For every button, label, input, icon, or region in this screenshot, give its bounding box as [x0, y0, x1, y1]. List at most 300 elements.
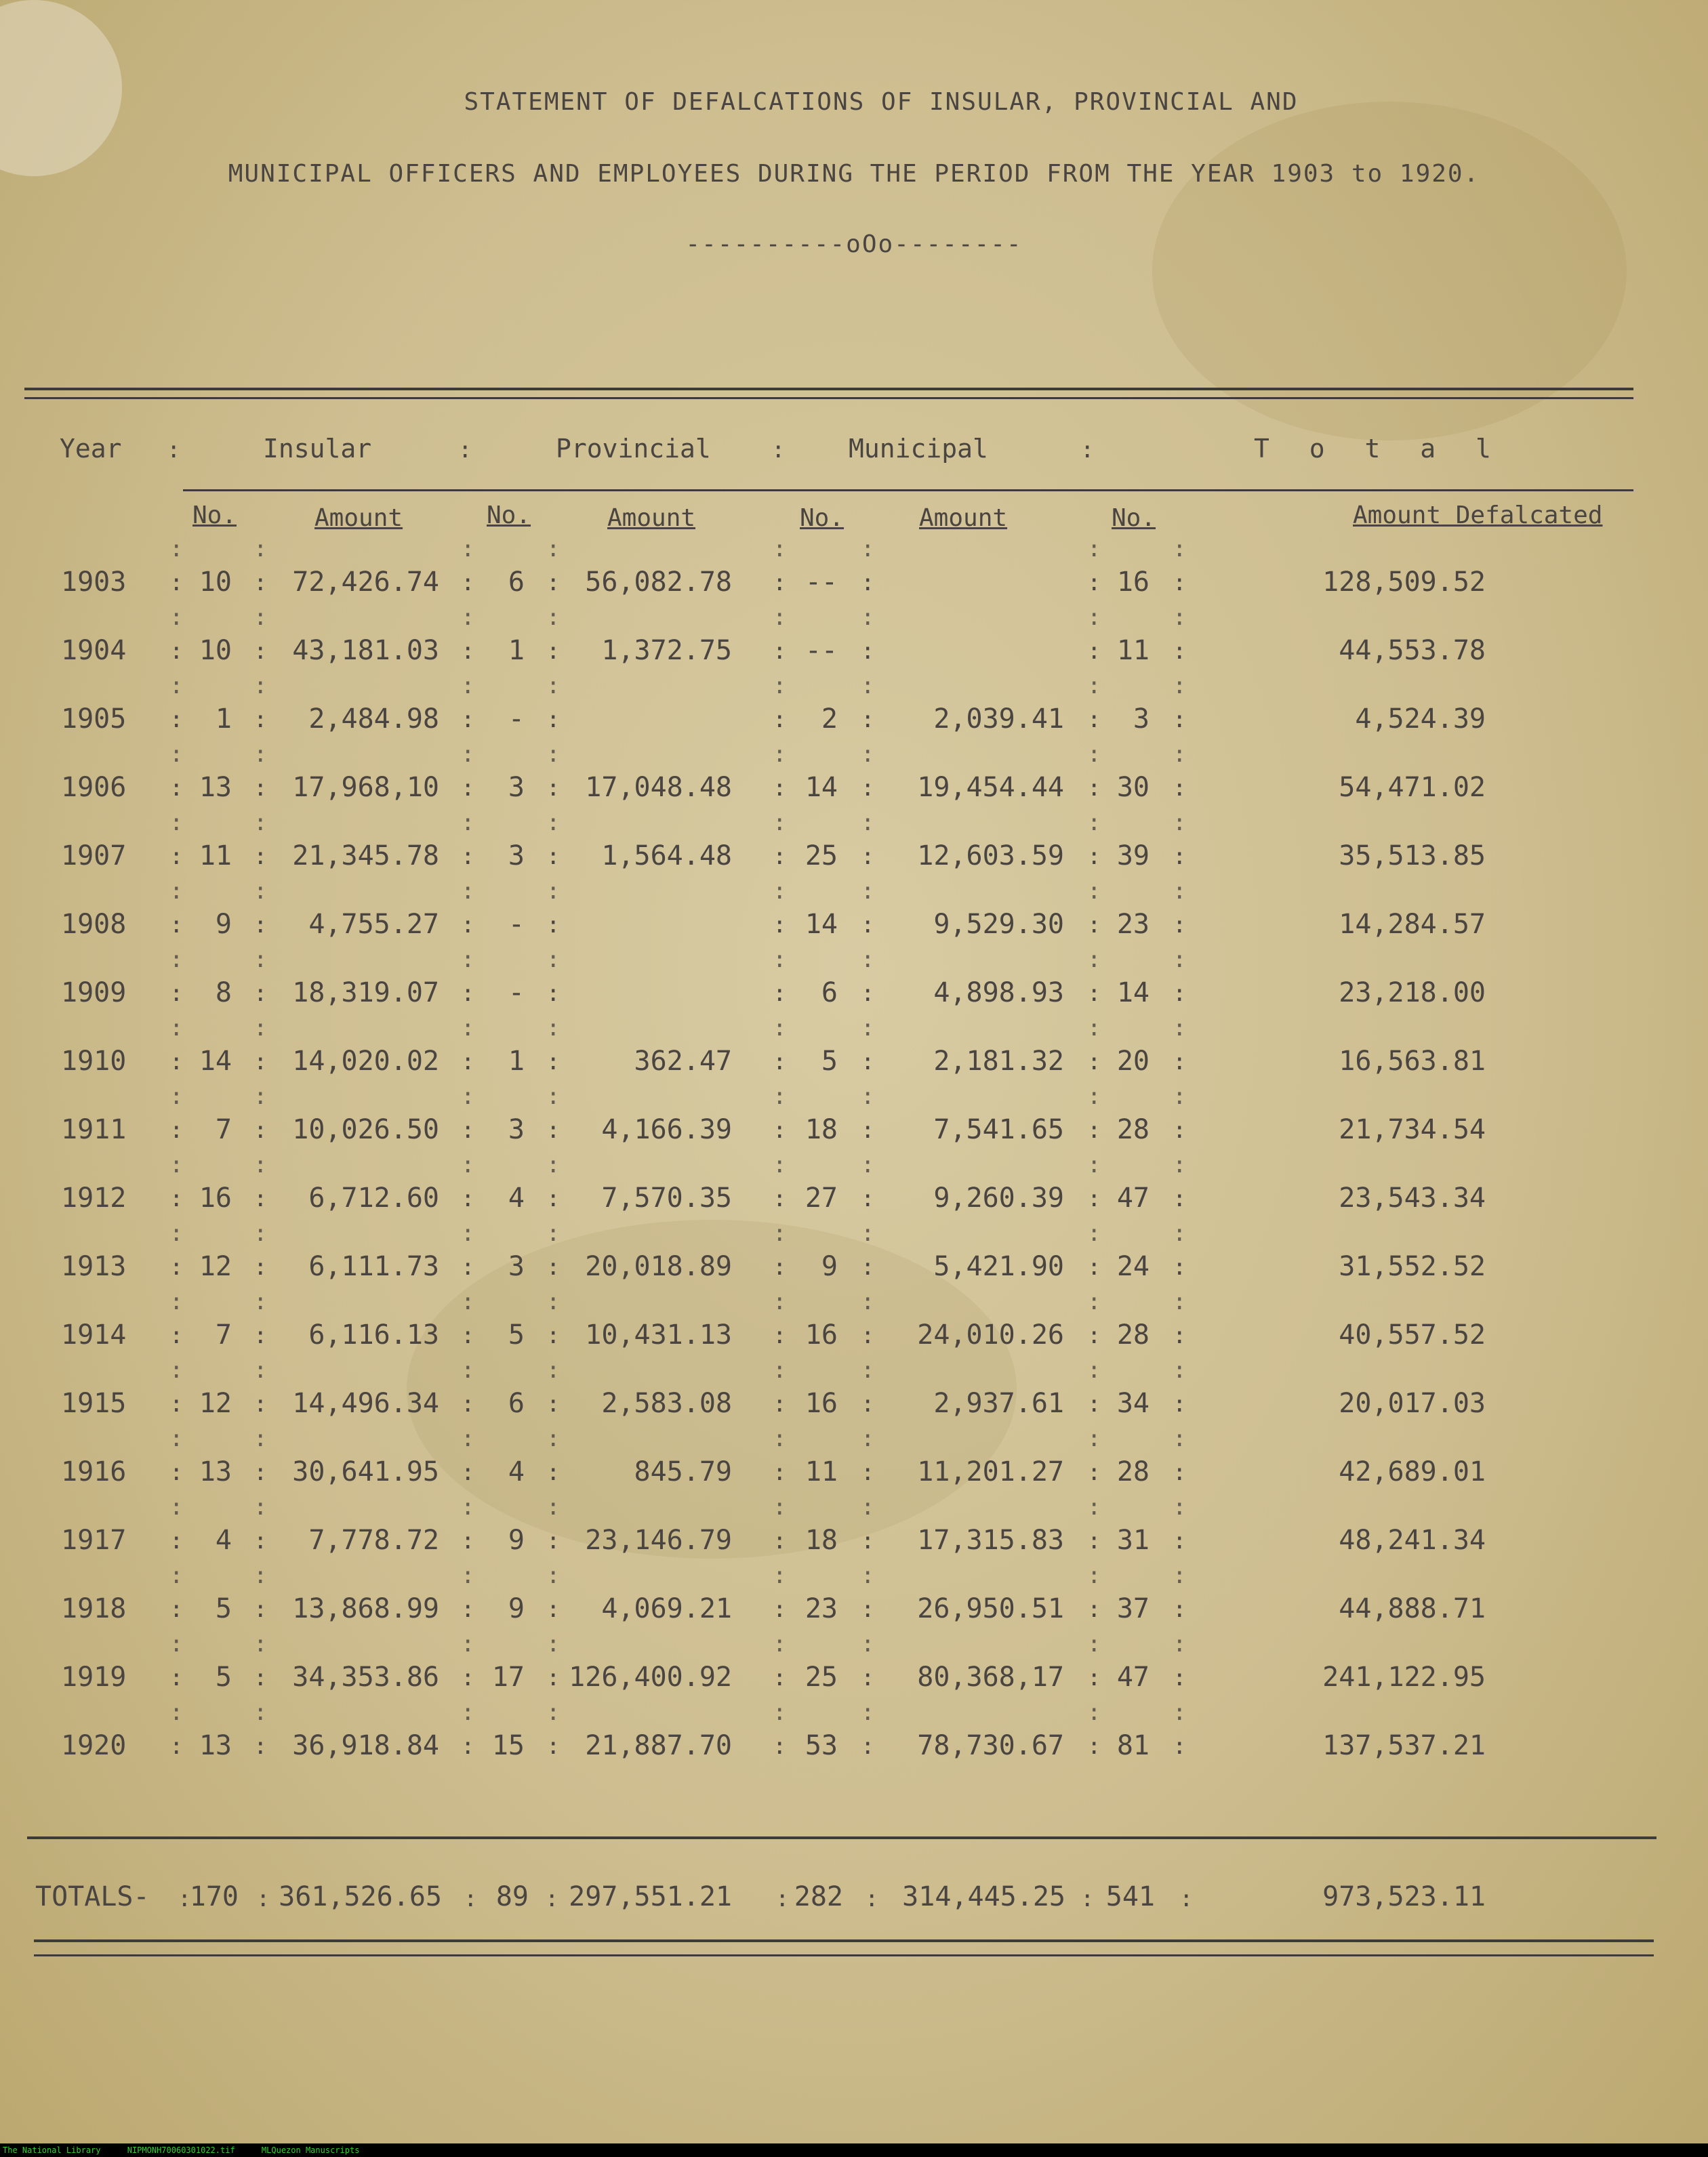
- column-separator: :: [1173, 1185, 1187, 1212]
- column-separator: :: [253, 1117, 268, 1144]
- column-separator: :: [1173, 1083, 1187, 1110]
- cell-ins-no: 12: [199, 1251, 232, 1282]
- column-separator: :: [169, 1185, 184, 1212]
- column-separator: :: [461, 1630, 475, 1658]
- cell-ins-amt: 14,496.34: [292, 1388, 439, 1419]
- column-separator: :: [861, 1014, 875, 1042]
- totals-municipal-no: 282: [794, 1881, 843, 1912]
- cell-prov-no: 9: [508, 1525, 525, 1556]
- cell-tot-amt: 44,888.71: [1339, 1593, 1486, 1624]
- cell-prov-no: 3: [508, 772, 525, 803]
- column-separator: :: [861, 1527, 875, 1555]
- column-separator: :: [1173, 878, 1187, 905]
- cell-ins-amt: 17,968,10: [292, 772, 439, 803]
- cell-mun-amt: 9,529.30: [933, 909, 1064, 940]
- column-separator: :: [1173, 775, 1187, 802]
- cell-year: 1914: [61, 1319, 127, 1351]
- cell-mun-amt: 11,201.27: [917, 1456, 1064, 1487]
- column-separator: :: [861, 706, 875, 733]
- column-separator: :: [546, 1151, 561, 1178]
- column-separator: :: [169, 672, 184, 699]
- column-separator: :: [1087, 1596, 1101, 1623]
- column-separator: :: [1173, 1322, 1187, 1349]
- column-separator: :: [773, 569, 787, 596]
- cell-mun-amt: 2,039.41: [933, 703, 1064, 735]
- cell-tot-no: 39: [1116, 840, 1150, 871]
- archive-footer: [0, 2143, 1708, 2157]
- column-separator: :: [1087, 1288, 1101, 1315]
- column-separator: :: [461, 1391, 475, 1418]
- cell-mun-amt: 5,421.90: [933, 1251, 1064, 1282]
- cell-prov-amt: 4,069.21: [601, 1593, 732, 1624]
- cell-year: 1913: [61, 1251, 127, 1282]
- column-separator: :: [773, 1425, 787, 1452]
- cell-mun-amt: 9,260.39: [933, 1183, 1064, 1214]
- column-separator: :: [1087, 638, 1101, 665]
- cell-mun-amt: 12,603.59: [917, 840, 1064, 871]
- column-separator: :: [1173, 1014, 1187, 1042]
- cell-mun-no: 9: [821, 1251, 838, 1282]
- cell-tot-no: 47: [1116, 1662, 1150, 1693]
- column-separator: :: [1087, 878, 1101, 905]
- column-separator: :: [461, 1151, 475, 1178]
- column-separator: :: [1087, 1425, 1101, 1452]
- cell-prov-no: 15: [491, 1730, 525, 1761]
- column-separator: :: [773, 706, 787, 733]
- column-separator: :: [169, 741, 184, 768]
- column-separator: :: [1087, 672, 1101, 699]
- column-separator: :: [861, 1220, 875, 1247]
- column-separator: :: [546, 1664, 561, 1691]
- cell-tot-amt: 241,122.95: [1322, 1662, 1486, 1693]
- column-separator: :: [461, 706, 475, 733]
- column-separator: :: [773, 604, 787, 631]
- cell-mun-no: 5: [821, 1046, 838, 1077]
- cell-prov-no: -: [508, 909, 525, 940]
- column-separator: :: [546, 1083, 561, 1110]
- column-separator: :: [861, 911, 875, 939]
- column-separator: :: [461, 1562, 475, 1589]
- cell-tot-amt: 16,563.81: [1339, 1046, 1486, 1077]
- cell-tot-no: 28: [1116, 1319, 1150, 1351]
- cell-ins-amt: 2,484.98: [308, 703, 439, 735]
- column-separator: :: [861, 1699, 875, 1726]
- cell-ins-amt: 10,026.50: [292, 1114, 439, 1145]
- cell-year: 1905: [61, 703, 127, 735]
- column-separator: :: [169, 843, 184, 870]
- column-separator: :: [773, 1185, 787, 1212]
- cell-prov-no: 5: [508, 1319, 525, 1351]
- column-separator: :: [1173, 1733, 1187, 1760]
- column-separator: :: [1173, 1596, 1187, 1623]
- column-separator: :: [1173, 1220, 1187, 1247]
- cell-prov-amt: 20,018.89: [585, 1251, 732, 1282]
- cell-mun-no: --: [805, 635, 838, 666]
- column-separator: :: [253, 1185, 268, 1212]
- column-separator: :: [169, 638, 184, 665]
- cell-prov-no: 1: [508, 635, 525, 666]
- cell-mun-amt: 26,950.51: [917, 1593, 1064, 1624]
- header-separator: :: [771, 436, 786, 464]
- column-separator: :: [1173, 1391, 1187, 1418]
- column-separator: :: [546, 672, 561, 699]
- column-separator: :: [169, 706, 184, 733]
- cell-prov-amt: 21,887.70: [585, 1730, 732, 1761]
- header-municipal: Municipal: [849, 434, 988, 464]
- column-separator: :: [253, 946, 268, 973]
- cell-year: 1915: [61, 1388, 127, 1419]
- column-separator: :: [461, 809, 475, 836]
- column-separator: :: [461, 1220, 475, 1247]
- totals-total-no: 541: [1105, 1881, 1155, 1912]
- column-separator: :: [861, 1151, 875, 1178]
- cell-tot-amt: 20,017.03: [1339, 1388, 1486, 1419]
- cell-tot-no: 23: [1116, 909, 1150, 940]
- column-separator: :: [546, 1391, 561, 1418]
- cell-prov-no: 3: [508, 1114, 525, 1145]
- cell-ins-amt: 36,918.84: [292, 1730, 439, 1761]
- cell-tot-amt: 54,471.02: [1339, 772, 1486, 803]
- cell-ins-amt: 13,868.99: [292, 1593, 439, 1624]
- column-separator: :: [253, 1699, 268, 1726]
- header-separator: :: [458, 436, 472, 464]
- column-separator: :: [773, 535, 787, 562]
- column-separator: :: [169, 1048, 184, 1075]
- column-separator: :: [773, 1322, 787, 1349]
- column-separator: :: [253, 878, 268, 905]
- column-separator: :: [169, 1494, 184, 1521]
- column-separator: :: [253, 706, 268, 733]
- cell-tot-no: 31: [1116, 1525, 1150, 1556]
- cell-prov-no: 17: [491, 1662, 525, 1693]
- column-separator: :: [1087, 1014, 1101, 1042]
- cell-year: 1903: [61, 567, 127, 598]
- column-separator: :: [861, 1664, 875, 1691]
- column-separator: :: [169, 1014, 184, 1042]
- cell-tot-no: 28: [1116, 1114, 1150, 1145]
- column-separator: :: [773, 911, 787, 939]
- column-separator: :: [1173, 980, 1187, 1007]
- footer-library: The National Library: [3, 2145, 101, 2155]
- column-separator: :: [1087, 1664, 1101, 1691]
- totals-municipal-amount: 314,445.25: [902, 1881, 1065, 1912]
- column-separator: :: [461, 1254, 475, 1281]
- cell-prov-no: 9: [508, 1593, 525, 1624]
- column-separator: :: [169, 604, 184, 631]
- column-separator: :: [546, 1014, 561, 1042]
- column-separator: :: [169, 1699, 184, 1726]
- column-separator: :: [546, 1322, 561, 1349]
- cell-mun-amt: 80,368,17: [917, 1662, 1064, 1693]
- column-separator: :: [169, 1220, 184, 1247]
- column-separator: :: [1087, 1322, 1101, 1349]
- column-separator: :: [1173, 569, 1187, 596]
- column-separator: :: [1173, 1254, 1187, 1281]
- column-separator: :: [169, 809, 184, 836]
- subheader-provincial-amount: Amount: [607, 504, 696, 532]
- column-separator: :: [169, 535, 184, 562]
- cell-tot-amt: 137,537.21: [1322, 1730, 1486, 1761]
- cell-mun-no: 11: [805, 1456, 838, 1487]
- totals-insular-no: 170: [189, 1881, 239, 1912]
- column-separator: :: [169, 878, 184, 905]
- column-separator: :: [861, 946, 875, 973]
- column-separator: :: [861, 1494, 875, 1521]
- column-separator: :: [1173, 1562, 1187, 1589]
- cell-prov-no: 4: [508, 1456, 525, 1487]
- column-separator: :: [169, 1288, 184, 1315]
- cell-tot-amt: 48,241.34: [1339, 1525, 1486, 1556]
- cell-tot-amt: 42,689.01: [1339, 1456, 1486, 1487]
- cell-year: 1907: [61, 840, 127, 871]
- column-separator: :: [861, 741, 875, 768]
- column-separator: :: [169, 1664, 184, 1691]
- column-separator: :: [461, 1083, 475, 1110]
- subheader-amount-defalcated: Amount Defalcated: [1353, 501, 1603, 529]
- cell-prov-amt: 7,570.35: [601, 1183, 732, 1214]
- column-separator: :: [461, 672, 475, 699]
- cell-ins-amt: 72,426.74: [292, 567, 439, 598]
- cell-prov-no: 6: [508, 567, 525, 598]
- cell-ins-no: 11: [199, 840, 232, 871]
- column-separator: :: [461, 911, 475, 939]
- column-separator: :: [861, 1596, 875, 1623]
- cell-tot-amt: 35,513.85: [1339, 840, 1486, 871]
- column-separator: :: [169, 1151, 184, 1178]
- column-separator: :: [461, 1048, 475, 1075]
- column-separator: :: [861, 638, 875, 665]
- cell-tot-amt: 23,218.00: [1339, 977, 1486, 1008]
- column-separator: :: [169, 1459, 184, 1486]
- column-separator: :: [546, 1699, 561, 1726]
- column-separator: :: [1087, 1562, 1101, 1589]
- column-separator: :: [169, 1117, 184, 1144]
- column-separator: :: [253, 775, 268, 802]
- column-separator: :: [169, 1322, 184, 1349]
- column-separator: :: [773, 843, 787, 870]
- totals-separator: :: [178, 1885, 192, 1912]
- cell-ins-amt: 30,641.95: [292, 1456, 439, 1487]
- column-separator: :: [1173, 706, 1187, 733]
- cell-mun-no: 18: [805, 1525, 838, 1556]
- cell-prov-no: 3: [508, 1251, 525, 1282]
- column-separator: :: [1087, 1527, 1101, 1555]
- cell-mun-no: --: [805, 567, 838, 598]
- column-separator: :: [253, 535, 268, 562]
- column-separator: :: [1173, 1151, 1187, 1178]
- column-separator: :: [861, 672, 875, 699]
- totals-separator: :: [1179, 1885, 1194, 1912]
- cell-tot-no: 20: [1116, 1046, 1150, 1077]
- cell-tot-amt: 40,557.52: [1339, 1319, 1486, 1351]
- column-separator: :: [546, 741, 561, 768]
- column-separator: :: [546, 1220, 561, 1247]
- cell-mun-amt: 7,541.65: [933, 1114, 1064, 1145]
- column-separator: :: [861, 1391, 875, 1418]
- cell-year: 1906: [61, 772, 127, 803]
- column-separator: :: [1087, 1220, 1101, 1247]
- cell-mun-amt: 17,315.83: [917, 1525, 1064, 1556]
- totals-separator: :: [256, 1885, 270, 1912]
- column-separator: :: [861, 1083, 875, 1110]
- cell-mun-no: 16: [805, 1388, 838, 1419]
- subheader-insular-no: No.: [192, 501, 237, 529]
- header-year: Year: [60, 434, 122, 464]
- column-separator: :: [861, 1357, 875, 1384]
- cell-ins-no: 12: [199, 1388, 232, 1419]
- column-separator: :: [773, 775, 787, 802]
- column-separator: :: [461, 604, 475, 631]
- cell-prov-no: 6: [508, 1388, 525, 1419]
- column-separator: :: [861, 604, 875, 631]
- column-separator: :: [169, 1425, 184, 1452]
- cell-mun-no: 14: [805, 909, 838, 940]
- footer-file: NIPMONH70060301022.tif: [127, 2145, 235, 2155]
- column-separator: :: [169, 1596, 184, 1623]
- cell-ins-no: 7: [215, 1114, 232, 1145]
- totals-total-amount: 973,523.11: [1322, 1881, 1486, 1912]
- column-separator: :: [773, 1494, 787, 1521]
- column-separator: :: [1173, 1288, 1187, 1315]
- cell-mun-no: 53: [805, 1730, 838, 1761]
- column-separator: :: [253, 1562, 268, 1589]
- column-separator: :: [546, 1733, 561, 1760]
- column-separator: :: [773, 1083, 787, 1110]
- column-separator: :: [169, 911, 184, 939]
- totals-label: TOTALS-: [35, 1881, 150, 1912]
- column-separator: :: [546, 1630, 561, 1658]
- column-separator: :: [773, 1562, 787, 1589]
- column-separator: :: [1087, 809, 1101, 836]
- column-separator: :: [1087, 1185, 1101, 1212]
- column-separator: :: [253, 1220, 268, 1247]
- column-separator: :: [169, 1083, 184, 1110]
- column-separator: :: [773, 1117, 787, 1144]
- subheader-insular-amount: Amount: [314, 504, 403, 532]
- column-separator: :: [861, 535, 875, 562]
- cell-tot-amt: 14,284.57: [1339, 909, 1486, 940]
- column-separator: :: [861, 1117, 875, 1144]
- column-separator: :: [1173, 1494, 1187, 1521]
- cell-tot-no: 16: [1116, 567, 1150, 598]
- cell-prov-no: -: [508, 703, 525, 735]
- cell-ins-amt: 4,755.27: [308, 909, 439, 940]
- header-separator: :: [1080, 436, 1095, 464]
- column-separator: :: [773, 980, 787, 1007]
- cell-tot-no: 37: [1116, 1593, 1150, 1624]
- cell-tot-amt: 128,509.52: [1322, 567, 1486, 598]
- column-separator: :: [1173, 809, 1187, 836]
- column-separator: :: [1087, 1048, 1101, 1075]
- column-separator: :: [1087, 1630, 1101, 1658]
- column-separator: :: [1087, 1083, 1101, 1110]
- column-separator: :: [546, 638, 561, 665]
- title-divider: ----------oOo--------: [685, 230, 1023, 258]
- column-separator: :: [546, 1254, 561, 1281]
- column-separator: :: [1173, 843, 1187, 870]
- cell-tot-no: 30: [1116, 772, 1150, 803]
- cell-mun-amt: 2,937.61: [933, 1388, 1064, 1419]
- column-separator: :: [169, 1630, 184, 1658]
- column-separator: :: [1173, 604, 1187, 631]
- cell-year: 1918: [61, 1593, 127, 1624]
- document-title-line-1: STATEMENT OF DEFALCATIONS OF INSULAR, PROVINCIAL AND: [464, 88, 1299, 116]
- column-separator: :: [1087, 1391, 1101, 1418]
- header-total: T o t a l: [1254, 434, 1503, 464]
- column-separator: :: [461, 741, 475, 768]
- cell-year: 1912: [61, 1183, 127, 1214]
- document-title-line-2: MUNICIPAL OFFICERS AND EMPLOYEES DURING THE PERIOD FROM THE YEAR 1903 to 1920.: [228, 160, 1480, 188]
- cell-prov-amt: 1,372.75: [601, 635, 732, 666]
- cell-tot-no: 81: [1116, 1730, 1150, 1761]
- column-separator: :: [773, 1048, 787, 1075]
- cell-ins-no: 13: [199, 772, 232, 803]
- totals-separator: :: [865, 1885, 879, 1912]
- column-separator: :: [461, 1185, 475, 1212]
- column-separator: :: [861, 1733, 875, 1760]
- column-separator: :: [1173, 1425, 1187, 1452]
- header-insular: Insular: [263, 434, 372, 464]
- column-separator: :: [253, 1391, 268, 1418]
- column-separator: :: [773, 741, 787, 768]
- cell-tot-amt: 21,734.54: [1339, 1114, 1486, 1145]
- cell-prov-amt: 845.79: [634, 1456, 732, 1487]
- cell-year: 1908: [61, 909, 127, 940]
- totals-provincial-no: 89: [495, 1881, 529, 1912]
- cell-mun-amt: 24,010.26: [917, 1319, 1064, 1351]
- column-separator: :: [773, 1357, 787, 1384]
- column-separator: :: [253, 1048, 268, 1075]
- top-rule: [24, 388, 1633, 390]
- column-separator: :: [461, 638, 475, 665]
- cell-ins-no: 9: [215, 909, 232, 940]
- column-separator: :: [169, 1527, 184, 1555]
- column-separator: :: [861, 980, 875, 1007]
- column-separator: :: [253, 1151, 268, 1178]
- column-separator: :: [1087, 843, 1101, 870]
- column-separator: :: [253, 1288, 268, 1315]
- column-separator: :: [169, 1733, 184, 1760]
- column-separator: :: [773, 1151, 787, 1178]
- column-separator: :: [773, 1014, 787, 1042]
- column-separator: :: [1087, 980, 1101, 1007]
- column-separator: :: [1173, 672, 1187, 699]
- subheader-municipal-no: No.: [800, 504, 845, 532]
- column-separator: :: [253, 1425, 268, 1452]
- column-separator: :: [861, 1630, 875, 1658]
- column-separator: :: [546, 1117, 561, 1144]
- header-separator: :: [167, 436, 181, 464]
- cell-mun-no: 23: [805, 1593, 838, 1624]
- column-separator: :: [861, 569, 875, 596]
- cell-year: 1910: [61, 1046, 127, 1077]
- column-separator: :: [1087, 775, 1101, 802]
- header-rule: [183, 489, 1633, 491]
- column-separator: :: [169, 1562, 184, 1589]
- column-separator: :: [861, 1562, 875, 1589]
- column-separator: :: [253, 911, 268, 939]
- cell-tot-no: 11: [1116, 635, 1150, 666]
- cell-ins-amt: 18,319.07: [292, 977, 439, 1008]
- column-separator: :: [461, 980, 475, 1007]
- column-separator: :: [253, 1014, 268, 1042]
- cell-mun-amt: 2,181.32: [933, 1046, 1064, 1077]
- column-separator: :: [169, 946, 184, 973]
- column-separator: :: [461, 946, 475, 973]
- column-separator: :: [461, 1357, 475, 1384]
- column-separator: :: [861, 809, 875, 836]
- cell-mun-no: 2: [821, 703, 838, 735]
